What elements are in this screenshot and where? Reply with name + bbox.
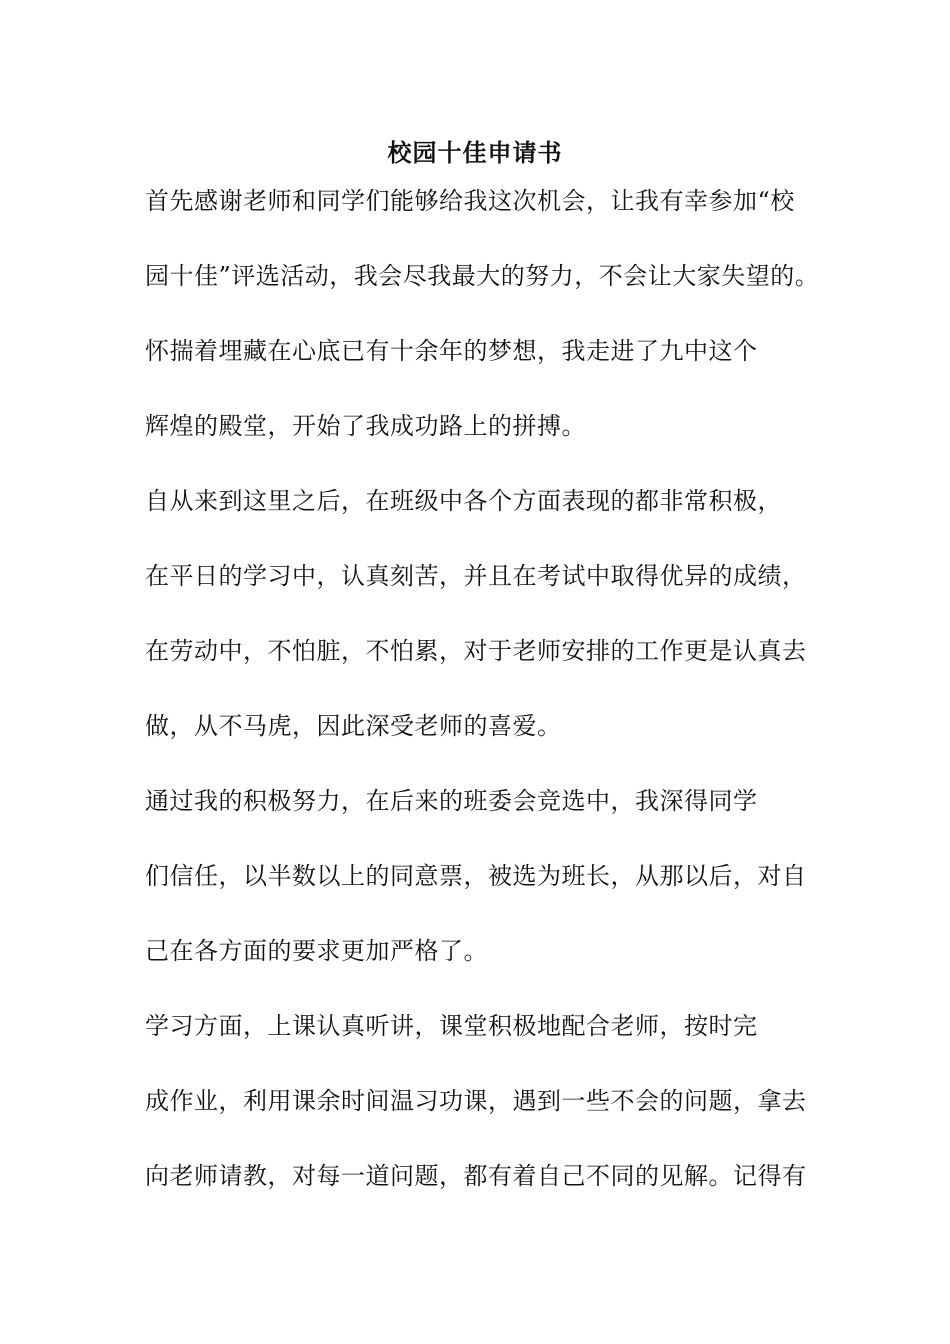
body-line-13: 成作业，利用课余时间温习功课，遇到一些不会的问题，拿去: [145, 1087, 807, 1115]
document-title: 校园十佳申请书: [387, 138, 563, 167]
body-line-10: 们信任，以半数以上的同意票，被选为班长，从那以后，对自: [145, 862, 807, 890]
body-line-11: 己在各方面的要求更加严格了。: [145, 937, 488, 965]
body-line-7: 在劳动中，不怕脏，不怕累，对于老师安排的工作更是认真去: [145, 637, 807, 665]
body-line-2: 园十佳”评选活动，我会尽我最大的努力，不会让大家失望的。: [145, 262, 820, 290]
body-line-8: 做，从不马虎，因此深受老师的喜爱。: [145, 712, 562, 740]
body-line-12: 学习方面，上课认真听讲，课堂积极地配合老师，按时完: [145, 1012, 758, 1040]
body-line-4: 辉煌的殿堂，开始了我成功路上的拼搏。: [145, 412, 586, 440]
body-line-5: 自从来到这里之后，在班级中各个方面表现的都非常积极，: [145, 487, 782, 515]
body-line-14: 向老师请教，对每一道问题，都有着自己不同的见解。记得有: [145, 1162, 807, 1190]
body-line-6: 在平日的学习中，认真刻苦，并且在考试中取得优异的成绩，: [145, 562, 807, 590]
body-line-1: 首先感谢老师和同学们能够给我这次机会，让我有幸参加“校: [145, 187, 795, 215]
body-line-3: 怀揣着埋藏在心底已有十余年的梦想，我走进了九中这个: [145, 337, 758, 365]
body-line-9: 通过我的积极努力，在后来的班委会竞选中，我深得同学: [145, 787, 758, 815]
